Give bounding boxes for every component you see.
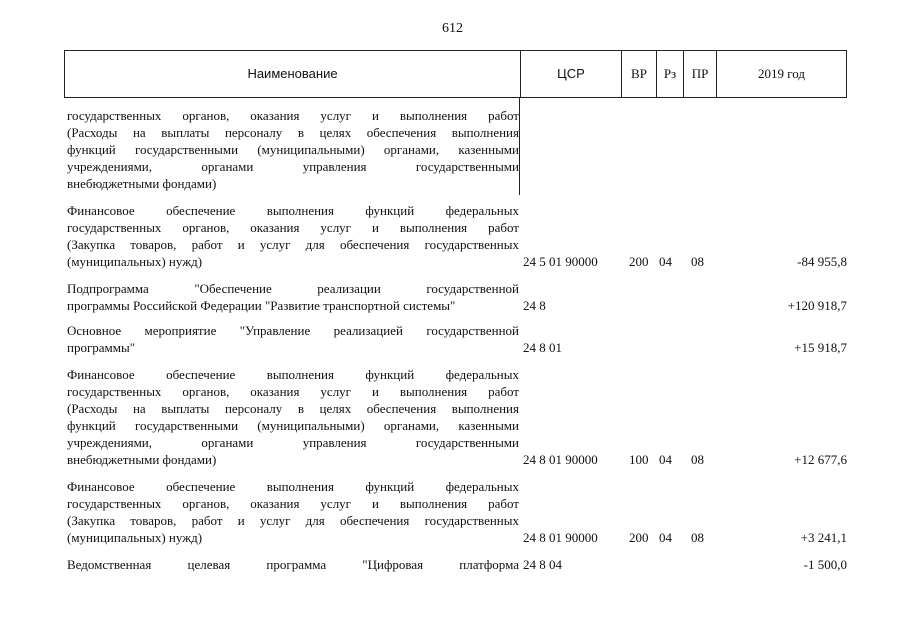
- row-pr: 08: [691, 452, 704, 467]
- row-vr: 200: [629, 530, 649, 545]
- row-text-line: Финансовое обеспечение выполнения функций федеральных: [67, 367, 519, 382]
- row-vr: 200: [629, 254, 649, 269]
- row-text-line: функций государственными (муниципальными) органами, казенными: [67, 418, 519, 433]
- header-csr: ЦСР: [521, 51, 622, 97]
- row-amount: -1 500,0: [803, 557, 847, 572]
- row-csr: 24 8 04: [523, 557, 562, 572]
- row-description: [67, 202, 519, 270]
- row-text-line: государственных органов, оказания услуг и выполнения работ: [67, 496, 519, 511]
- table-header: [64, 50, 847, 98]
- row-text-line: Ведомственная целевая программа "Цифровая платформа: [67, 557, 519, 572]
- header-pr: ПР: [684, 51, 717, 97]
- column-divider: [519, 98, 520, 195]
- row-text-line: (Закупка товаров, работ и услуг для обеспечения государственных: [67, 513, 519, 528]
- row-amount: +12 677,6: [794, 452, 847, 467]
- row-text-line: (Расходы на выплаты персоналу в целях обеспечения выполнения: [67, 401, 519, 416]
- row-text-line: учреждениями, органами управления государственными: [67, 159, 519, 174]
- row-text-line: (муниципальных) нужд): [67, 254, 203, 269]
- row-description: [67, 366, 519, 468]
- row-csr: 24 8 01: [523, 340, 562, 355]
- row-csr: 24 5 01 90000: [523, 254, 598, 269]
- row-text-line: Финансовое обеспечение выполнения функций федеральных: [67, 479, 519, 494]
- row-text-line: (Закупка товаров, работ и услуг для обеспечения государственных: [67, 237, 519, 252]
- header-vr: ВР: [622, 51, 657, 97]
- row-text-line: учреждениями, органами управления государственными: [67, 435, 519, 450]
- row-text-line: Финансовое обеспечение выполнения функций федеральных: [67, 203, 519, 218]
- row-csr: 24 8 01 90000: [523, 530, 598, 545]
- row-text-line: государственных органов, оказания услуг и выполнения работ: [67, 108, 519, 123]
- row-amount: +15 918,7: [794, 340, 847, 355]
- page-number: 612: [442, 21, 463, 36]
- row-text-line: Основное мероприятие "Управление реализацией государственной: [67, 323, 519, 338]
- row-description: [67, 322, 519, 356]
- row-amount: +3 241,1: [800, 530, 847, 545]
- header-rz: Рз: [657, 51, 684, 97]
- row-vr: 100: [629, 452, 649, 467]
- row-pr: 08: [691, 254, 704, 269]
- row-csr: 24 8: [523, 298, 546, 313]
- row-text-line: внебюджетными фондами): [67, 452, 217, 467]
- row-rz: 04: [659, 452, 672, 467]
- header-year: 2019 год: [758, 66, 805, 81]
- row-amount: +120 918,7: [787, 298, 847, 313]
- row-csr: 24 8 01 90000: [523, 452, 598, 467]
- row-description: [67, 556, 519, 573]
- row-rz: 04: [659, 530, 672, 545]
- row-text-line: государственных органов, оказания услуг и выполнения работ: [67, 384, 519, 399]
- row-description: [67, 478, 519, 546]
- row-pr: 08: [691, 530, 704, 545]
- row-rz: 04: [659, 254, 672, 269]
- row-text-line: (муниципальных) нужд): [67, 530, 203, 545]
- row-amount: -84 955,8: [797, 254, 847, 269]
- row-text-line: внебюджетными фондами): [67, 176, 217, 191]
- row-text-line: государственных органов, оказания услуг и выполнения работ: [67, 220, 519, 235]
- row-description: [67, 107, 519, 192]
- row-text-line: (Расходы на выплаты персоналу в целях обеспечения выполнения: [67, 125, 519, 140]
- row-description: [67, 280, 519, 314]
- row-text-line: Подпрограмма "Обеспечение реализации государственной: [67, 281, 519, 296]
- row-text-line: функций государственными (муниципальными) органами, казенными: [67, 142, 519, 157]
- header-name: Наименование: [65, 51, 521, 97]
- row-text-line: программы Российской Федерации "Развитие транспортной системы": [67, 298, 456, 313]
- row-text-line: программы": [67, 340, 136, 355]
